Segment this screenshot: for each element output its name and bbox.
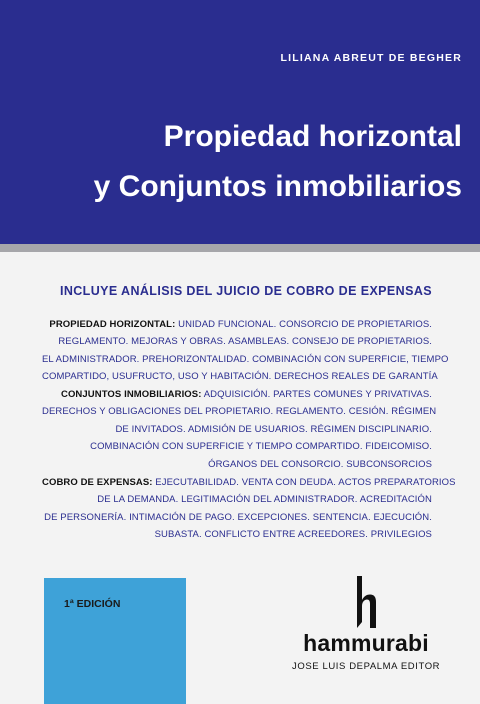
section-text: DE LA DEMANDA. LEGITIMACIÓN DEL ADMINISTRADOR. ACREDITACIÓN <box>97 494 432 506</box>
section-text: COMPARTIDO, USUFRUCTO, USO Y HABITACIÓN. DERECHOS REALES DE GARANTÍA <box>42 371 438 383</box>
book-subtitle: INCLUYE ANÁLISIS DEL JUICIO DE COBRO DE EXPENSAS <box>59 284 432 298</box>
author-name: LILIANA ABREUT DE BEGHER <box>280 52 462 64</box>
section-text: EL ADMINISTRADOR. PREHORIZONTALIDAD. COMBINACIÓN CON SUPERFICIE, TIEMPO <box>42 353 449 365</box>
content-section-propiedad-horizontal <box>42 316 449 386</box>
title-line-1: Propiedad horizontal <box>163 120 462 153</box>
section-line <box>42 316 432 333</box>
section-text: REGLAMENTO. MEJORAS Y OBRAS. ASAMBLEAS. CONSEJO DE PROPIETARIOS. <box>58 336 432 348</box>
h-letter-logo-icon <box>352 576 378 628</box>
publisher-name: hammurabi <box>303 630 429 656</box>
section-text: COMBINACIÓN CON SUPERFICIE Y TIEMPO COMPARTIDO. FIDEICOMISO. <box>90 441 432 453</box>
section-line <box>42 386 432 403</box>
book-title <box>94 112 462 212</box>
section-text: UNIDAD FUNCIONAL. CONSORCIO DE PROPIETARIOS. <box>178 319 432 330</box>
section-text: SUBASTA. CONFLICTO ENTRE ACREEDORES. PRIVILEGIOS <box>154 529 432 541</box>
section-label: CONJUNTOS INMOBILIARIOS: <box>60 389 202 400</box>
section-text: EJECUTABILIDAD. VENTA CON DEUDA. ACTOS PREPARATORIOS <box>155 477 456 488</box>
content-section-conjuntos-inmobiliarios <box>42 386 437 473</box>
divider-line <box>0 244 480 252</box>
section-text: ÓRGANOS DEL CONSORCIO. SUBCONSORCIOS <box>208 458 432 470</box>
cover-top-band <box>0 0 480 244</box>
edition-box <box>44 578 186 704</box>
section-text: DERECHOS Y OBLIGACIONES DEL PROPIETARIO. REGLAMENTO. CESIÓN. RÉGIMEN <box>42 406 437 418</box>
section-text: ADQUISICIÓN. PARTES COMUNES Y PRIVATIVAS. <box>203 389 432 400</box>
content-section-cobro-de-expensas <box>42 474 456 544</box>
section-label: COBRO DE EXPENSAS: <box>42 477 153 488</box>
edition-label: 1ª EDICIÓN <box>64 598 121 610</box>
section-line <box>42 474 456 491</box>
publisher-tagline: JOSE LUIS DEPALMA EDITOR <box>292 661 441 672</box>
section-label: PROPIEDAD HORIZONTAL: <box>49 319 176 330</box>
title-line-2: y Conjuntos inmobiliarios <box>93 170 462 203</box>
section-text: DE PERSONERÍA. INTIMACIÓN DE PAGO. EXCEPCIONES. SENTENCIA. EJECUCIÓN. <box>44 511 432 523</box>
section-text: DE INVITADOS. ADMISIÓN DE USUARIOS. RÉGIMEN DISCIPLINARIO. <box>115 423 432 435</box>
